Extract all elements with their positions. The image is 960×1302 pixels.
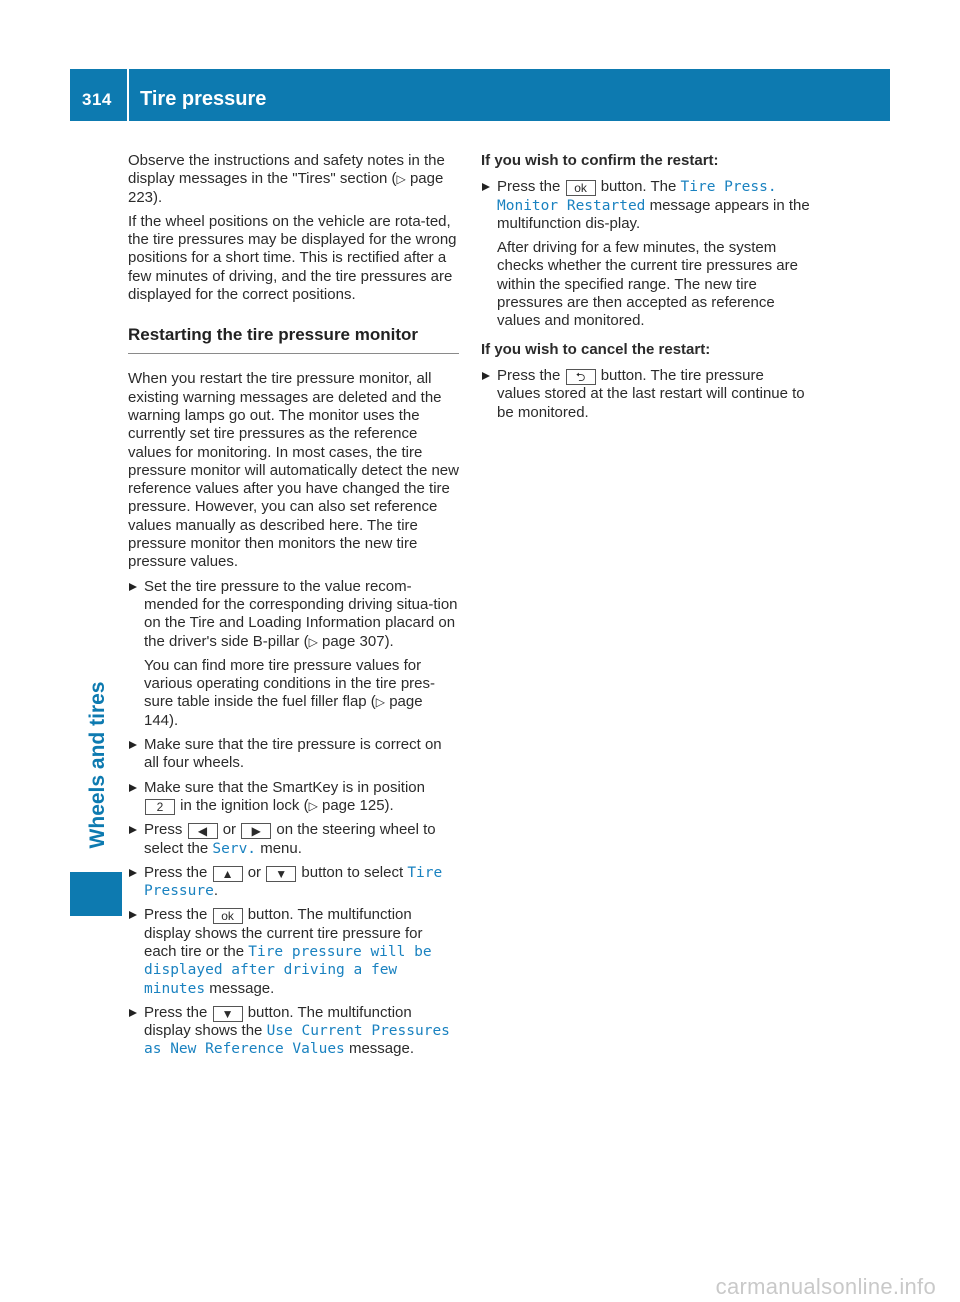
page-title: Tire pressure [140, 88, 267, 110]
down-arrow-key-icon: ▼ [213, 1006, 243, 1022]
page-ref-link[interactable]: page 307). [322, 632, 394, 650]
section-heading: Restarting the tire pressure monitor [128, 324, 459, 354]
display-text: Tire pressure will be displayed after driving a few minutes [144, 943, 432, 997]
section-body: When you restart the tire pressure monitor, all existing warning messages are deleted and the warning lamps go out. The monitor uses the currently set tire pressures as the reference values for monitoring. In most cases, the tire pressure monitor will automatically detect the new reference values after you have changed the tire pressure. However, you can also set reference values manually as described here. The tire pressure monitor then monitors the new tire pressure values. [128, 370, 459, 571]
right-triangle-icon [482, 372, 490, 380]
step-item: Make sure that the SmartKey is in position 2 in the ignition lock (▷ page 125). [128, 779, 459, 816]
page-ref-triangle-icon: ▷ [375, 695, 386, 710]
step-item: Press the ▼ button. The multifunction display shows the Use Current Pressures as New Reference Values message. [128, 1004, 459, 1059]
watermark: carmanualsonline.info [715, 1274, 936, 1299]
display-text: Serv. [212, 840, 257, 857]
page-ref-link[interactable]: page 125). [321, 796, 394, 814]
right-triangle-icon [129, 741, 137, 749]
right-column [481, 152, 811, 428]
intro-paragraph-2: If the wheel positions on the vehicle are rota-ted, the tire pressures may be displayed for the wrong positions for a short time. This is rectified after a few minutes of driving, and the tire pressures are displayed for the correct positions. [128, 212, 457, 304]
page-ref-link[interactable]: page 144). [144, 693, 423, 729]
right-arrow-key-icon: ▶ [241, 823, 271, 839]
side-tab-label: Wheels and tires [86, 681, 109, 849]
page-number: 314 [82, 90, 112, 109]
page-ref-triangle-icon: ▷ [308, 634, 318, 649]
right-triangle-icon [129, 583, 137, 591]
cancel-heading: If you wish to cancel the restart: [481, 340, 711, 358]
display-text: Tire Press. Monitor Restarted [497, 179, 777, 214]
right-triangle-icon [129, 869, 137, 877]
down-arrow-key-icon: ▼ [266, 866, 296, 882]
left-arrow-key-icon: ◀ [188, 823, 218, 839]
right-triangle-icon [129, 826, 137, 834]
header-divider [127, 69, 129, 121]
intro-paragraph-1: Observe the instructions and safety notes in the display messages in the "Tires" section (▷ page 223). [128, 152, 445, 206]
ok-key-icon: ok [566, 180, 596, 196]
right-triangle-icon [129, 784, 137, 792]
left-column [128, 152, 459, 1065]
step-item: Press the ⮌ button. The tire pressure values stored at the last restart will continue to be monitored. [481, 367, 811, 422]
back-key-icon: ⮌ [566, 369, 596, 385]
side-tab-marker [70, 872, 122, 916]
display-text: Tire Pressure [144, 864, 443, 900]
display-text: Use Current Pressures as New Reference Values [144, 1023, 450, 1058]
page-ref-triangle-icon: ▷ [308, 798, 318, 813]
step-item: Press the ok button. The Tire Press. Monitor Restarted message appears in the multifunction dis-play. After driving for a few minutes, the system checks whether the current tire pressures are within the specified range. The new tire pressures are then accepted as reference values and monitored. [481, 178, 811, 330]
step-item: Set the tire pressure to the value recom-mended for the corresponding driving situa-tion on the Tire and Loading Information placard on the driver's side B-pillar (▷ page 307). You can find more tire pressure values for various operating conditions in the tire pres-sure table inside the fuel filler flap (▷ page 144). [128, 578, 459, 730]
step-item: Press the ok button. The multifunction display shows the current tire pressure for each tire or the Tire pressure will be displayed after driving a few minutes message. [128, 906, 459, 997]
right-triangle-icon [129, 1009, 137, 1017]
step-item: Press the ▲ or ▼ button to select Tire Pressure. [128, 864, 459, 901]
right-triangle-icon [129, 911, 137, 919]
confirm-heading: If you wish to confirm the restart: [481, 152, 719, 169]
ok-key-icon: ok [213, 908, 243, 924]
page-ref-triangle-icon: ▷ [396, 172, 406, 187]
right-triangle-icon [482, 183, 490, 191]
ignition-position-key: 2 [145, 799, 175, 815]
step-item: Press ◀ or ▶ on the steering wheel to select the Serv. menu. [128, 821, 459, 858]
step-item: Make sure that the tire pressure is correct on all four wheels. [128, 736, 459, 773]
up-arrow-key-icon: ▲ [213, 866, 243, 882]
page-ref-link[interactable]: page 223). [128, 170, 444, 206]
